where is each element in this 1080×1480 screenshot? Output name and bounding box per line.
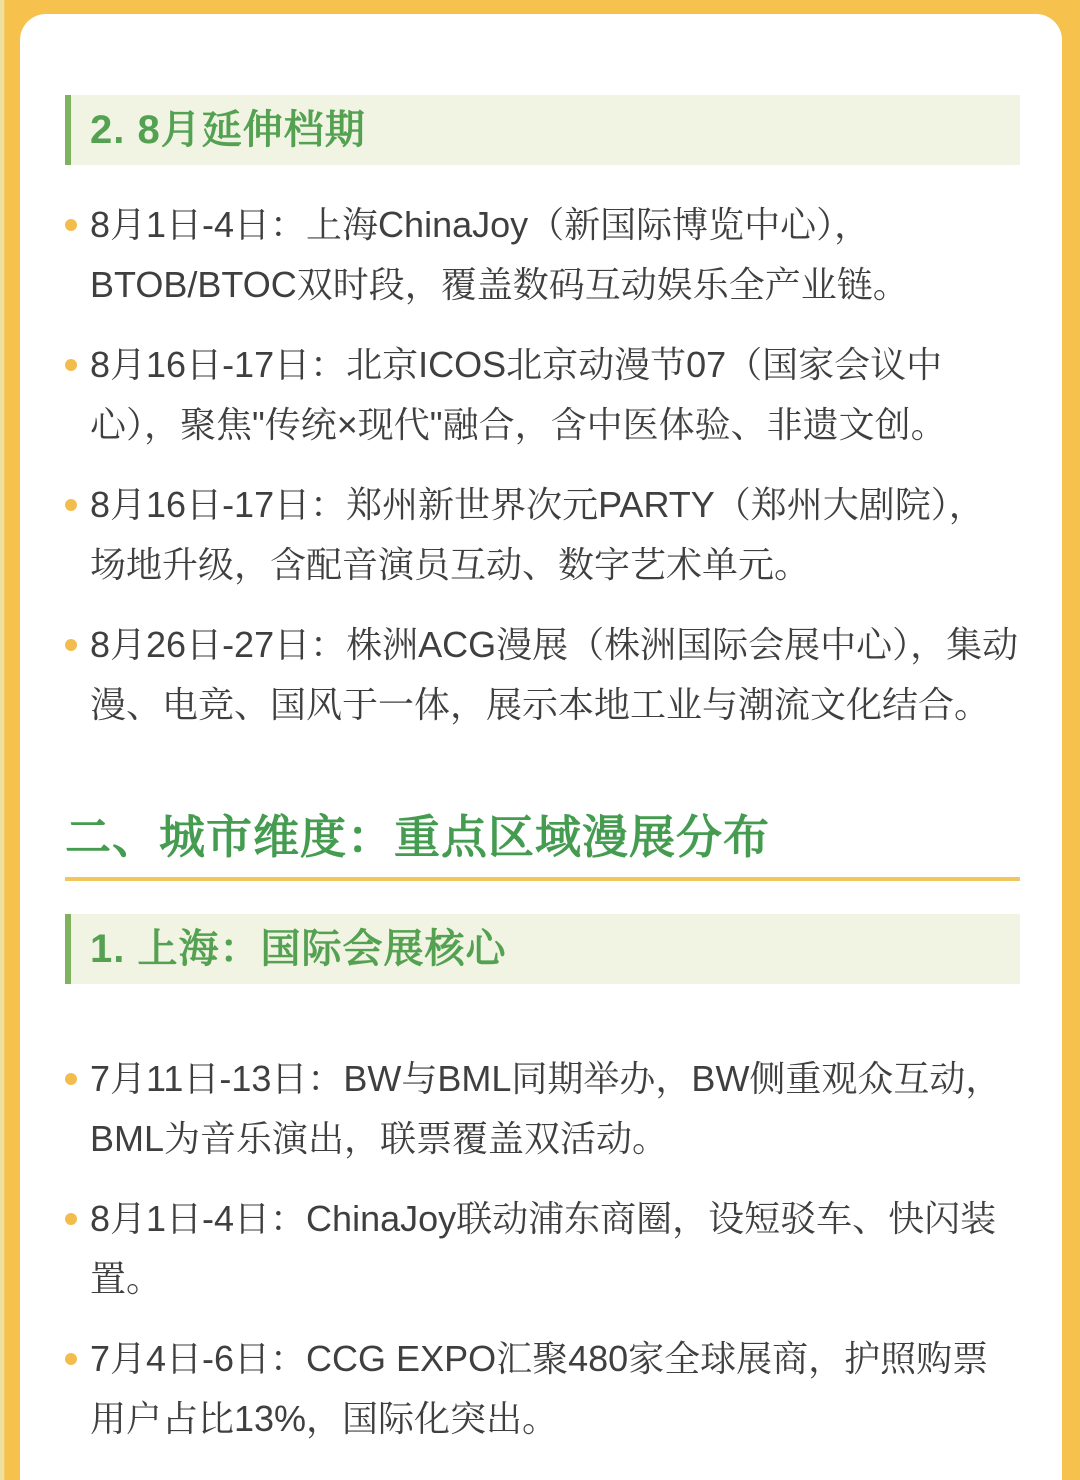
bullet-dot-icon <box>65 1073 77 1085</box>
bullet-list-shanghai <box>65 1049 1020 1449</box>
list-item <box>65 195 1020 315</box>
list-item <box>65 1189 1020 1309</box>
bullet-dot-icon <box>65 1353 77 1365</box>
content-card <box>20 14 1062 1480</box>
section-heading-city-dimension: 二、城市维度：重点区域漫展分布 <box>65 811 770 863</box>
bullet-text: 8月1日-4日：上海ChinaJoy（新国际博览中心），BTOB/BTOC双时段，覆盖数码互动娱乐全产业链。 <box>90 204 909 305</box>
list-item <box>65 1049 1020 1169</box>
bullet-text: 8月16日-17日：北京ICOS北京动漫节07（国家会议中心），聚焦"传统×现代"融合，含中医体验、非遗文创。 <box>90 344 947 445</box>
list-item <box>65 335 1020 455</box>
bullet-dot-icon <box>65 1213 77 1225</box>
bullet-list-august <box>65 195 1020 735</box>
bullet-dot-icon <box>65 639 77 651</box>
bullet-text: 8月26日-27日：株洲ACG漫展（株洲国际会展中心），集动漫、电竞、国风于一体，展示本地工业与潮流文化结合。 <box>90 624 1019 725</box>
subsection-title-august: 2. 8月延伸档期 <box>90 108 366 152</box>
list-item <box>65 1329 1020 1449</box>
list-item <box>65 475 1020 595</box>
bullet-text: 8月1日-4日：ChinaJoy联动浦东商圈，设短驳车、快闪装置。 <box>90 1198 997 1300</box>
bullet-text: 8月16日-17日：郑州新世界次元PARTY（郑州大剧院），场地升级，含配音演员互动、数字艺术单元。 <box>90 484 985 585</box>
bullet-text: 7月11日-13日：BW与BML同期举办，BW侧重观众互动，BML为音乐演出，联票覆盖双活动。 <box>90 1058 1002 1160</box>
subsection-heading-shanghai <box>65 914 1020 984</box>
subsection-title-shanghai: 1. 上海：国际会展核心 <box>90 927 507 972</box>
spacer <box>65 1014 1020 1049</box>
bullet-dot-icon <box>65 219 77 231</box>
section-divider <box>65 877 1020 881</box>
list-item <box>65 615 1020 735</box>
bullet-dot-icon <box>65 499 77 511</box>
subsection-heading-august <box>65 95 1020 165</box>
bullet-text: 7月4日-6日：CCG EXPO汇聚480家全球展商，护照购票用户占比13%，国际化突出。 <box>90 1338 989 1440</box>
bullet-dot-icon <box>65 359 77 371</box>
